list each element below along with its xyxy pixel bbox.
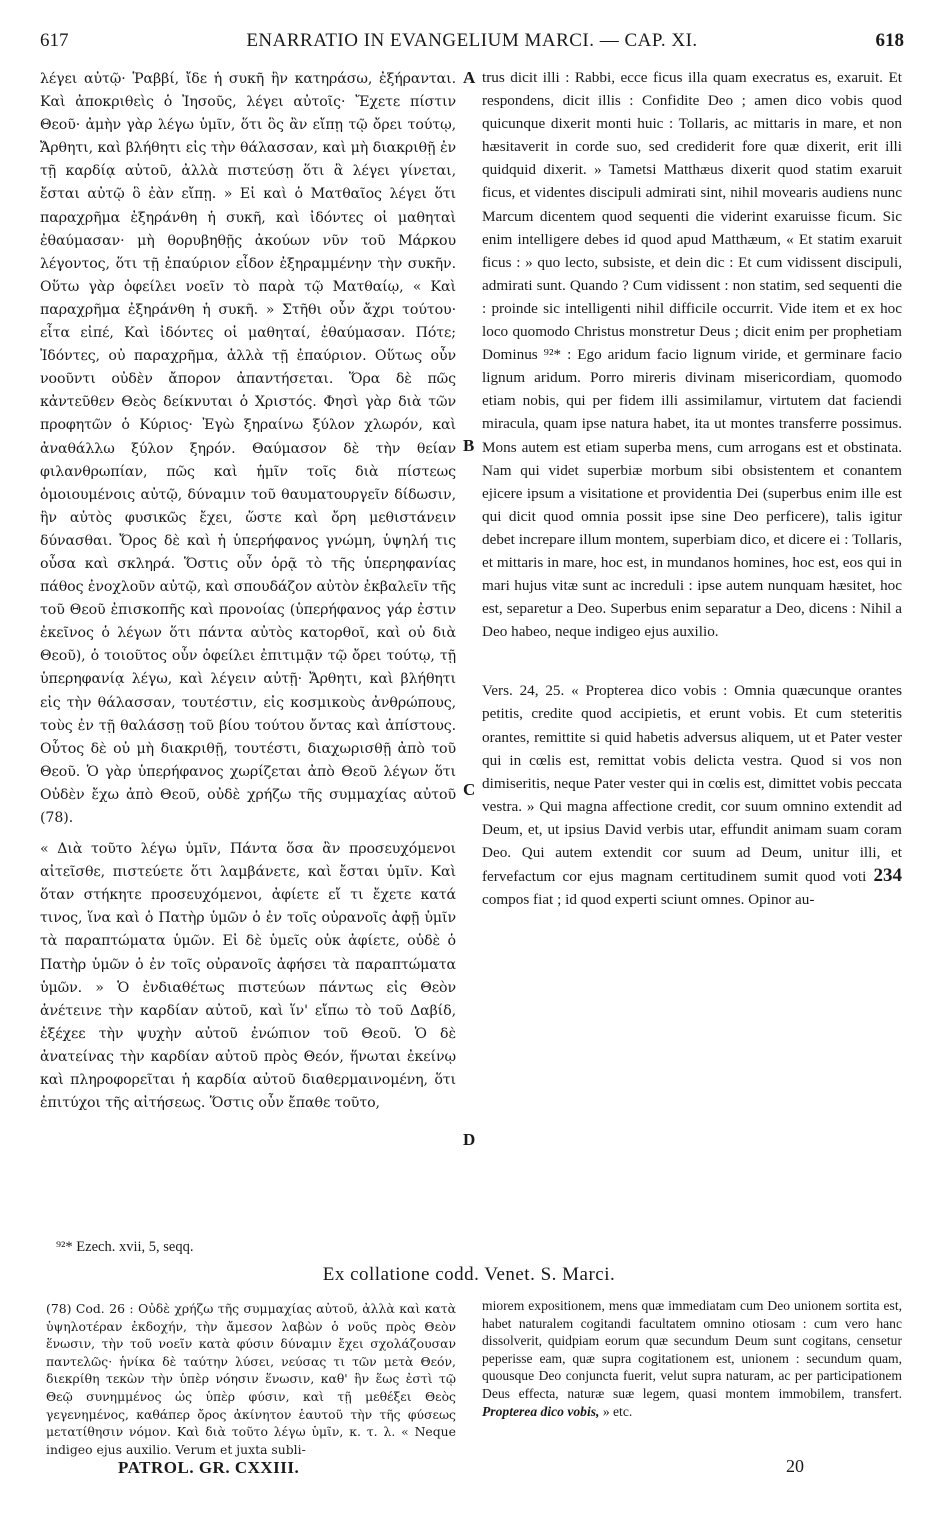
margin-marker-b: B <box>463 436 475 455</box>
running-header <box>40 30 904 62</box>
margin-marker-c: C <box>463 780 476 799</box>
margin-marker-a: A <box>463 68 476 87</box>
note-latin: miorem expositionem, mens quæ immediatam cum Deo unionem sortita est, habet naturalem cogitandi facultatem omnino otiosam : cum vero hanc dissolverit, quidpiam eorum quæ secundum Deum sunt cogitans, censetur peperisse eam, quæ supra cogitationem est, unionem : secundum quam, quousque Deo conjuncta fuerit, velut supra naturam, ac per participationem Deus effecta, naturæ suæ legem, quasi montem immobilem, transfert. Propterea dico vobis, » etc. <box>482 1298 902 1419</box>
greek-text-column <box>40 68 456 1115</box>
page-number-right: 618 <box>875 30 904 51</box>
column-number-mark: 234 <box>873 865 902 887</box>
latin-paragraph-2: Vers. 24, 25. « Propterea dico vobis : Omnia quæcunque orantes petitis, credite quod accipietis, et erunt vobis. Et cum steteritis orantes, remittite si quid habetis adversus aliquem, ut et Pater vester qui in cœlis est, remittat vobis delicta vestra. Quod si vos non dimiseritis, neque Pater vester qui in cœlis est, dimittet vobis peccata vestra. » Qui magna affectione credit, cor suum omnino extendit ad Deum, et, ut ipsius David verbis utar, effundit animam suam coram Deo. Qui autem extendit cor suum ad Deum, unitur illi, et fervefactum cor ejus magnam certitudinem sumit quod voti 234 compos fiat ; id quod experti sciunt omnes. Opinor au- <box>482 682 902 909</box>
patrology-volume-label: PATROL. GR. CXXIII. <box>118 1458 300 1477</box>
latin-text-column <box>482 66 902 911</box>
page-number-left: 617 <box>40 30 69 51</box>
margin-marker-d: D <box>463 1130 476 1149</box>
greek-paragraph-1: λέγει αὐτῷ· Ῥαββί, ἴδε ἡ συκῆ ἣν κατηράσω, ἐξήρανται. Καὶ ἀποκριθεὶς ὁ Ἰησοῦς, λέγει αὐτοῖς· Ἔχετε πίστιν Θεοῦ· ἀμὴν γὰρ λέγω ὑμῖν, ὅτι ὃς ἂν εἴπῃ τῷ ὄρει τούτῳ, Ἄρθητι, καὶ βλήθητι εἰς τὴν θάλασσαν, καὶ μὴ διακριθῇ ἐν τῇ καρδίᾳ αὐτοῦ, ἀλλὰ πιστεύσῃ ὅτι ἃ λέγει γίνεται, ἔσται αὐτῷ ὃ ἐὰν εἴπῃ. » Εἰ καὶ ὁ Ματθαῖος λέγει ὅτι παραχρῆμα ἐξηράνθη ἡ συκῆ, καὶ ἰδόντες οἱ μαθηταὶ ἐθαύμασαν· μὴ θορυβηθῇς ἀκούων νῦν τοῦ Μάρκου λέγοντος, ὅτι τῇ ἐπαύριον εἶδον ἐξηραμμένην τὴν συκῆν. Οὕτω γὰρ ὀφείλει νοεῖν τὸ παρὰ τῷ Ματθαίῳ, « Καὶ παραχρῆμα ἐξηράνθη ἡ συκῆ. » Στῆθι οὖν ἄχρι τούτου· εἶτα εἰπέ, Καὶ ἰδόντες οἱ μαθηταί, ἐθαύμασαν. Πότε; Ἰδόντες, οὐ παραχρῆμα, ἀλλὰ τῇ ἐπαύριον. Οὕτως οὖν νοοῦντι οὐδὲν ἄπορον ἀπαντήσεται. Ὅρα δὲ πῶς κἀντεῦθεν Θεὸς δείκνυται ὁ Χριστός. Φησὶ γὰρ διὰ τῶν προφητῶν ὁ Κύριος· Ἐγὼ ξηραίνω ξύλον χλωρόν, καὶ ἀναθάλλω ξύλον ξηρόν. Θαύμασον δὲ τὴν θείαν φιλανθρωπίαν, πῶς καὶ ἡμῖν τοῖς διὰ πίστεως ὁμοιουμένοις αὐτῷ, δύναμιν τοῦ θαυματουργεῖν δίδωσιν, ἣν αὐτὸς φυσικῶς ἔχει, ὥστε καὶ ὄρη μεθιστάνειν δύνασθαι. Ὄρος δὲ καὶ ἡ ὑπερήφανος γνώμη, ὑψηλή τις οὖσα καὶ σκληρά. Ὅστις οὖν ὁρᾷ τὸ τῆς ὑπερηφανίας πάθος ἐνοχλοῦν αὐτῷ, καὶ σπουδάζον αὐτὸν ἐκβαλεῖν τῆς τοῦ Θεοῦ ἐπισκοπῆς καὶ προνοίας (ὑπερήφανος γάρ ἐστιν ἐκεῖνος ὁ λέγων ὅτι πάντα αὐτὸς κατορθοῖ, καὶ οὐ διὰ Θεοῦ), ὁ τοιοῦτος οὖν ὀφείλει ἐπιτιμᾷν τῷ ὄρει τούτῳ, τῇ ὑπερηφανίᾳ λέγω, καὶ λέγειν αὐτῇ· Ἄρθητι, καὶ βλήθητι εἰς τὴν θάλασσαν, τουτέστιν, εἰς κοσμικοὺς ἀνθρώπους, τοὺς ἐν τῇ θαλάσσῃ τοῦ βίου τούτου ὄντας καὶ ἀπίστους. Οὗτος δὲ οὐ μὴ διακριθῇ, τουτέστι, διαχωρισθῇ ἀπὸ τοῦ Θεοῦ. Ὁ γὰρ ὑπερήφανος χωρίζεται ἀπὸ Θεοῦ λέγων ὅτι Οὐδὲν ἔχω ἀπὸ Θεοῦ, οὐδὲ χρήζω τῆς συμμαχίας αὐτοῦ (78). <box>40 71 456 826</box>
verse-label: Vers. 24, 25. <box>482 682 565 700</box>
greek-paragraph-2: « Διὰ τοῦτο λέγω ὑμῖν, Πάντα ὅσα ἂν προσευχόμενοι αἰτεῖσθε, πιστεύετε ὅτι λαμβάνετε, καὶ ἔσται ὑμῖν. Καὶ ὅταν στήκητε προσευχόμενοι, ἀφίετε εἴ τι ἔχετε κατά τινος, ἵνα καὶ ὁ Πατὴρ ὑμῶν ὁ ἐν τοῖς οὐρανοῖς ἀφῇ ὑμῖν τὰ παραπτώματα ὑμῶν. Εἰ δὲ ὑμεῖς οὐκ ἀφίετε, οὐδὲ ὁ Πατὴρ ὑμῶν ὁ ἐν τοῖς οὐρανοῖς ἀφήσει τὰ παραπτώματα ὑμῶν. » Ὁ ἐνδιαθέτως πιστεύων πάντως εἰς Θεὸν ἀνέτεινε τὴν καρδίαν αὐτοῦ, καὶ ἵν' εἴπω τὸ τοῦ Δαβίδ, ἐξέχεε τὴν ψυχὴν αὐτοῦ ἐνώπιον τοῦ Θεοῦ. Ὁ δὲ ἀνατείνας τὴν καρδίαν αὐτοῦ πρὸς Θεόν, ἥνωται ἐκείνῳ καὶ πληροφορεῖται ἡ καρδία αὐτοῦ διαθερμαινομένη, ὅτι ἐπιτύχοι τῆς αἰτήσεως. Ὅστις οὖν ἔπαθε τοῦτο, <box>40 841 456 1112</box>
running-title: ENARRATIO IN EVANGELIUM MARCI. — CAP. XI. <box>246 30 698 51</box>
note-greek: (78) Cod. 26 : Οὐδὲ χρήζω τῆς συμμαχίας αὐτοῦ, ἀλλὰ καὶ κατὰ ὑψηλοτέραν ἐκδοχήν, τὴν ἄμεσον λαβὼν ὁ νοῦς πρὸς Θεὸν ἕνωσιν, τὴν τοῦ νοεῖν κατὰ φύσιν δύναμιν ἔχει σχολάζουσαν παντελῶς· ἡνίκα δὲ ταύτην λύσει, νεύσας τι τῶν μετὰ Θεόν, διεκρίθη τεκὼν τὴν ὑπὲρ νόησιν ἕνωσιν, καθ' ἣν ἕως ἐστὶ τῷ Θεῷ συνημμένος ὡς ὑπὲρ φύσιν, καὶ τῇ μεθέξει Θεὸς γεγενημένος, καθάπερ ὄρος ἀκίνητον ἑαυτοῦ τὴν τῆς φύσεως μετατίθησιν νόμον. Καὶ διὰ τοῦτο λέγω ὑμῖν, κ. τ. λ. « Neque indigeo ejus auxilio. Verum et juxta subli- <box>46 1301 456 1457</box>
latin-paragraph-1: trus dicit illi : Rabbi, ecce ficus illa quam execratus es, exaruit. Et respondens, dicit illis : Confidite Deo ; amen dico vobis quod quicunque dixerit monti huic : Tollaris, ac mittaris in mare, et non hæsitaverit in corde suo, sed crediderit fore quæ dixerit, erit illi quidquid dixerit. » Tametsi Matthæus dixerit quod statim exaruit ficus, et videntes discipuli admirati sint, nihil movearis audiens nunc Marcum dicentem quod sequenti die viderint exaruisse ficum. Sic enim intelligere debes id quod apud Matthæum, « Et statim exaruit ficus : » quo lecto, subsiste, et dein dic : Et cum vidissent discipuli, admirati sunt. Quando ? Cum vidissent : non statim, sed sequenti die : proinde sic intelligenti nihil difficile occurrit. Vide item et ex hoc loco quomodo Christus monstretur Deus ; dicit enim per prophetiam Dominus ⁹²* : Ego aridum facio lignum viride, et germinare facio lignum aridum. Porro mireris divinam misericordiam, quomodo etiam nobis, qui per fidem illi assimilamur, virtutem dat faciendi miracula, quam ipse natura habet, ita ut montes transferre possimus. Mons autem est etiam superba mens, cum arrogans est et obstinata. Nam qui videt superbiæ morbum sibi obsistentem et conantem ejicere ipsum a visitatione et providentia Dei (superbus enim ille est qui dicit quod omnia possit ipse sine Deo perficere), talis igitur debet increpare illum montem, superbiam dico, et dicere ei : Tollaris, et mittaris in mare, hoc est, in mundanos homines, hoc est, eos qui in mari hujus vitæ sunt ac increduli : ipse autem nunquam hæsitet, hoc est, separetur a Deo. Superbus enim separatur a Deo, dicens : Nihil a Deo habeo, neque indigeo ejus auxilio. <box>482 69 902 641</box>
signature-number: 20 <box>786 1456 804 1476</box>
footnote-reference: ⁹²* Ezech. xvii, 5, seqq. <box>56 1239 194 1255</box>
collation-heading: Ex collatione codd. Venet. S. Marci. <box>322 1264 616 1285</box>
